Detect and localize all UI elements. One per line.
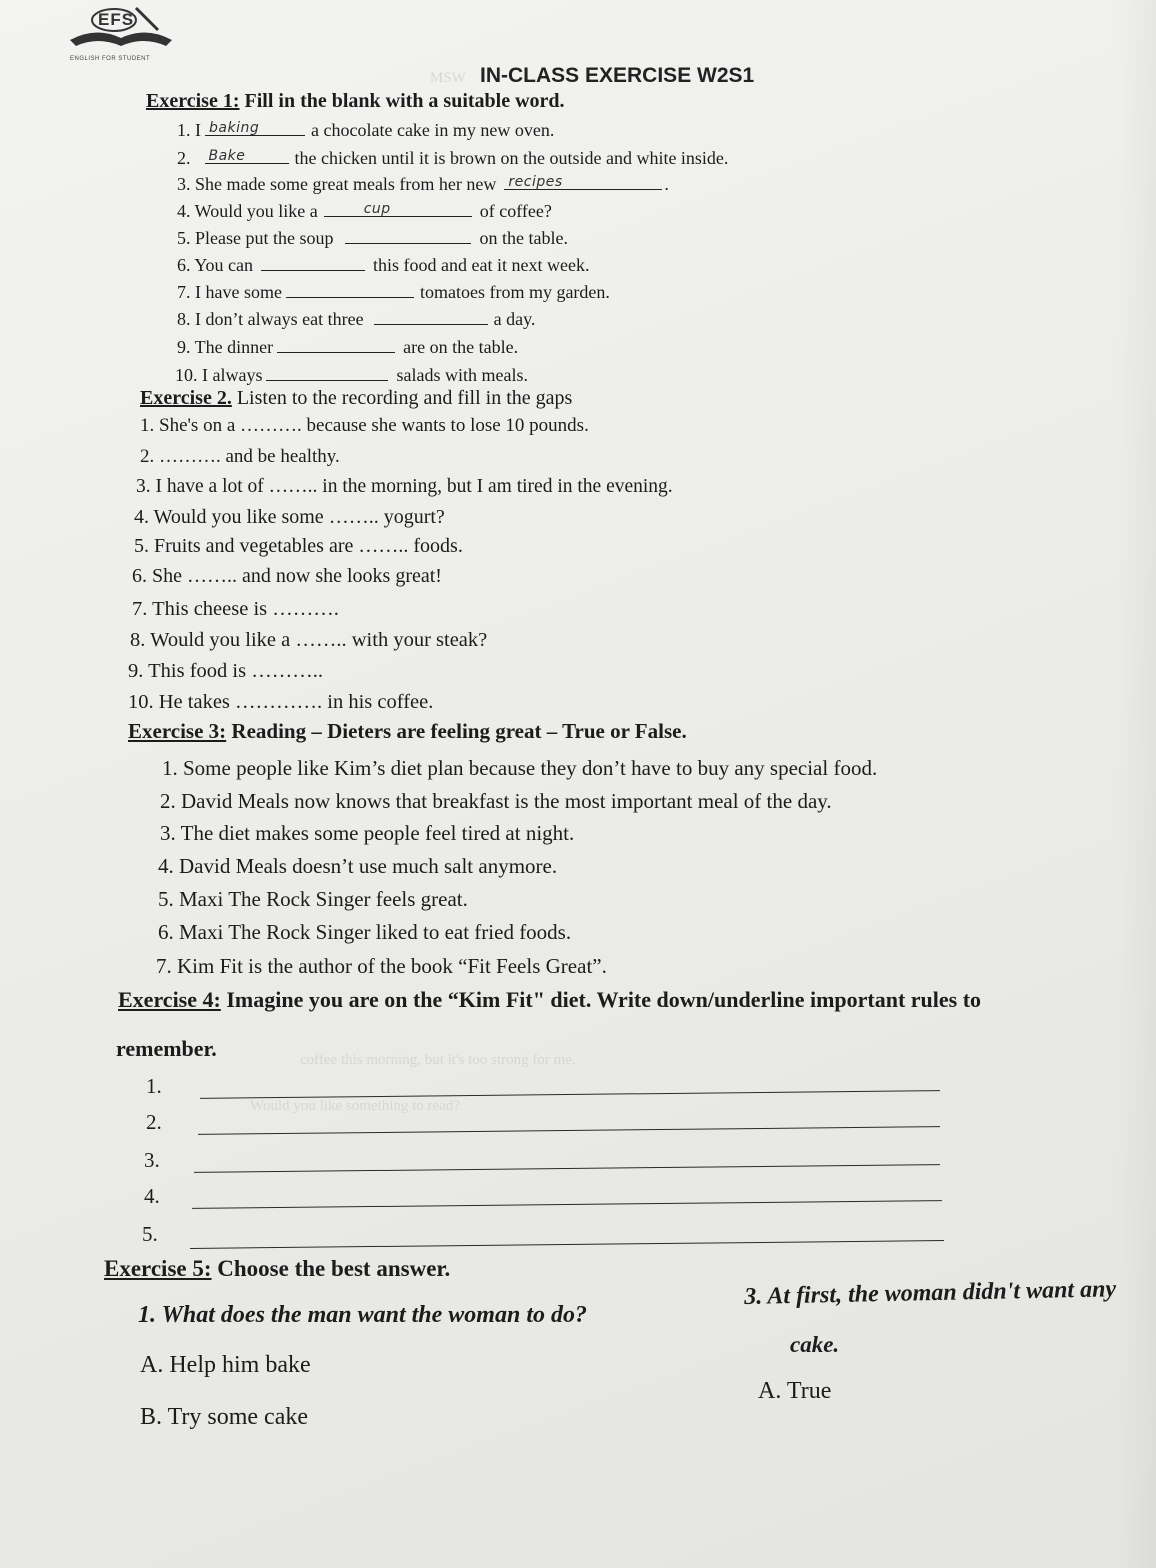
- ex2-item-6: [132, 565, 442, 588]
- exercise-3-instruction: Reading – Dieters are feeling great – True or False.: [226, 719, 687, 743]
- exercise-4-heading-line-2: remember.: [116, 1036, 217, 1061]
- exercise-3-heading: [128, 719, 687, 744]
- ex1-item-4: [177, 198, 552, 222]
- ex2-item-10: [128, 691, 433, 714]
- ex3-statement-6: 6. Maxi The Rock Singer liked to eat fried foods.: [158, 920, 572, 944]
- ex5-question-1: 1. What does the man want the woman to do?: [138, 1302, 587, 1328]
- logo-tagline: ENGLISH FOR STUDENT: [70, 56, 151, 62]
- ex1-item-text: 1. I: [177, 120, 201, 140]
- ex2-item-7: [132, 598, 339, 621]
- exercise-2-label: Exercise 2.: [140, 387, 232, 409]
- exercise-5-heading: [104, 1256, 450, 1282]
- ex1-blank-5[interactable]: [345, 225, 471, 244]
- ex1-item-text: 9. The dinner: [177, 337, 274, 357]
- ex5-q3-option-a[interactable]: A. True: [758, 1378, 832, 1404]
- ex4-answer-line-4[interactable]: [192, 1200, 942, 1209]
- ex1-item-text: salads with meals.: [396, 365, 528, 385]
- ex2-item-1: [140, 415, 589, 437]
- ex1-blank-10[interactable]: [266, 362, 388, 381]
- ex2-item-text: 10. He takes: [128, 691, 230, 713]
- ex2-item-8: [130, 629, 487, 652]
- ex1-item-5: [177, 225, 568, 249]
- ex2-item-4: [134, 506, 445, 529]
- ex5-question-3: 3. At first, the woman didn't want any: [744, 1276, 1117, 1310]
- ex4-rule-number: 1.: [146, 1074, 162, 1098]
- ex2-item-text: yogurt?: [383, 506, 445, 528]
- handwritten-answer: recipes: [508, 174, 563, 190]
- ex2-item-text: 6. She: [132, 565, 182, 587]
- ex2-gap[interactable]: ……….: [240, 415, 302, 436]
- ex3-statement-4: 4. David Meals doesn’t use much salt anymore.: [158, 854, 558, 878]
- ex3-statement-2: 2. David Meals now knows that breakfast is the most important meal of the day.: [160, 789, 832, 813]
- ex2-item-text: 3. I have a lot of: [136, 476, 264, 497]
- ex1-blank-2[interactable]: [205, 145, 289, 164]
- exercise-4-label: Exercise 4:: [118, 987, 221, 1012]
- ex1-item-text: a day.: [493, 309, 536, 329]
- ex2-item-text: 7. This cheese is: [132, 598, 268, 620]
- exercise-2-heading: [140, 387, 572, 410]
- ex4-answer-line-3[interactable]: [194, 1164, 940, 1173]
- handwritten-answer: Bake: [208, 148, 246, 164]
- exercise-4-instruction: Imagine you are on the “Kim Fit" diet. Write down/underline important rules to: [220, 987, 982, 1012]
- ex3-statement-3: 3. The diet makes some people feel tired at night.: [160, 821, 575, 845]
- ex1-item-text: are on the table.: [403, 337, 519, 357]
- ex2-item-text: 1. She's on a: [140, 415, 236, 436]
- ex4-answer-line-2[interactable]: [198, 1126, 940, 1135]
- ex1-item-text: 2.: [177, 148, 191, 168]
- ex4-rule-number: 3.: [144, 1148, 160, 1172]
- ex1-item-2: [177, 145, 728, 169]
- ex1-item-text: on the table.: [479, 228, 568, 248]
- ex2-gap[interactable]: ……..: [295, 629, 347, 651]
- bleed-through-text: Would you like something to read?: [250, 1098, 460, 1114]
- ex2-item-text: because she wants to lose 10 pounds.: [306, 415, 589, 436]
- ex2-item-text: with your steak?: [351, 629, 488, 651]
- bleed-through-text: MSW: [430, 70, 466, 86]
- ex1-item-text: the chicken until it is brown on the outside and white inside.: [294, 148, 729, 168]
- ex3-statement-5: 5. Maxi The Rock Singer feels great.: [158, 887, 468, 911]
- ex1-blank-3[interactable]: [504, 171, 662, 190]
- ex2-gap[interactable]: ……..: [328, 506, 379, 528]
- ex1-item-text: 6. You can: [177, 255, 254, 275]
- exercise-5-instruction: Choose the best answer.: [211, 1256, 451, 1281]
- ex1-item-text: 7. I have some: [177, 282, 282, 302]
- ex1-item-text: this food and eat it next week.: [373, 255, 590, 275]
- ex1-item-text: 8. I don’t always eat three: [177, 309, 364, 329]
- ex1-item-text: 10. I always: [175, 365, 263, 385]
- logo-text: EFS: [98, 10, 135, 29]
- exercise-4-heading: [118, 987, 981, 1013]
- handwritten-answer: baking: [209, 120, 260, 136]
- ex2-gap[interactable]: ……..: [187, 565, 237, 587]
- ex2-item-text: .: [317, 660, 323, 682]
- ex1-item-10: [175, 362, 528, 386]
- ex1-item-3: [177, 171, 669, 195]
- ex2-gap[interactable]: ……….: [251, 660, 318, 682]
- ex2-item-text: foods.: [413, 535, 463, 557]
- exercise-5-label: Exercise 5:: [104, 1256, 212, 1281]
- handwritten-answer: cup: [363, 201, 391, 217]
- ex2-gap[interactable]: ……..: [358, 535, 409, 557]
- ex5-q1-option-a[interactable]: A. Help him bake: [140, 1352, 311, 1378]
- ex1-blank-7[interactable]: [286, 279, 414, 298]
- ex1-item-text: of coffee?: [479, 201, 552, 221]
- ex4-answer-line-1[interactable]: [200, 1090, 940, 1099]
- ex1-item-text: tomatoes from my garden.: [419, 282, 610, 302]
- ex1-blank-1[interactable]: [205, 117, 305, 136]
- ex4-answer-line-5[interactable]: [190, 1240, 944, 1249]
- ex2-gap[interactable]: ………: [272, 598, 334, 620]
- ex1-blank-4[interactable]: [324, 198, 472, 217]
- ex4-rule-number: 2.: [146, 1110, 162, 1134]
- ex2-item-text: .: [333, 598, 339, 620]
- ex1-blank-9[interactable]: [277, 334, 395, 353]
- ex3-statement-7: 7. Kim Fit is the author of the book “Fit Feels Great”.: [156, 954, 607, 978]
- ex1-item-text: 3. She made some great meals from her new: [177, 174, 497, 194]
- efs-logo: [66, 4, 176, 62]
- ex2-item-text: 8. Would you like a: [130, 629, 291, 651]
- exercise-3-label: Exercise 3:: [128, 719, 227, 743]
- ex2-item-text: and now she looks great!: [242, 565, 442, 587]
- ex4-rule-number: 4.: [144, 1184, 160, 1208]
- ex1-item-8: [177, 306, 535, 330]
- ex2-item-text: 9. This food is: [128, 660, 247, 682]
- ex1-item-7: [177, 279, 610, 303]
- ex2-item-text: 5. Fruits and vegetables are: [134, 535, 354, 557]
- ex1-blank-8[interactable]: [374, 306, 488, 325]
- ex1-item-text: .: [664, 174, 669, 194]
- ex2-gap[interactable]: ………….: [235, 691, 323, 713]
- ex4-rule-number: 5.: [142, 1222, 158, 1246]
- exercise-1-label: Exercise 1:: [146, 90, 240, 112]
- ex2-item-text: in the morning, but I am tired in the evening.: [322, 476, 673, 497]
- ex2-item-text: 2.: [140, 446, 155, 467]
- exercise-1-instruction: Fill in the blank with a suitable word.: [239, 90, 565, 112]
- ex2-item-text: and be healthy.: [225, 446, 340, 467]
- ex2-item-9: [128, 660, 323, 683]
- ex1-blank-6[interactable]: [261, 252, 365, 271]
- ex2-gap[interactable]: ……..: [268, 476, 318, 497]
- ex1-item-text: 5. Please put the soup: [177, 228, 334, 248]
- exercise-2-instruction: Listen to the recording and fill in the gaps: [231, 387, 573, 409]
- ex2-item-5: [134, 535, 463, 558]
- ex2-item-text: in his coffee.: [327, 691, 434, 713]
- ex2-gap[interactable]: ……….: [159, 446, 221, 467]
- page-title: IN-CLASS EXERCISE W2S1: [480, 64, 755, 87]
- ex2-item-3: [136, 476, 673, 498]
- ex2-item-2: [140, 446, 340, 468]
- exercise-1-heading: [146, 90, 565, 113]
- ex5-question-3-continued: cake.: [790, 1332, 840, 1357]
- ex1-item-1: [177, 117, 554, 141]
- page-shadow: [1116, 0, 1156, 1568]
- ex1-item-text: 4. Would you like a: [177, 201, 318, 221]
- ex5-q1-option-b[interactable]: B. Try some cake: [140, 1404, 308, 1430]
- ex1-item-9: [177, 334, 518, 358]
- ex2-item-text: 4. Would you like some: [134, 506, 324, 528]
- bleed-through-text: coffee this morning, but it's too strong for me.: [300, 1052, 576, 1068]
- ex1-item-text: a chocolate cake in my new oven.: [311, 120, 555, 140]
- ex3-statement-1: 1. Some people like Kim’s diet plan because they don’t have to buy any special food.: [162, 756, 878, 780]
- ex1-item-6: [177, 252, 589, 276]
